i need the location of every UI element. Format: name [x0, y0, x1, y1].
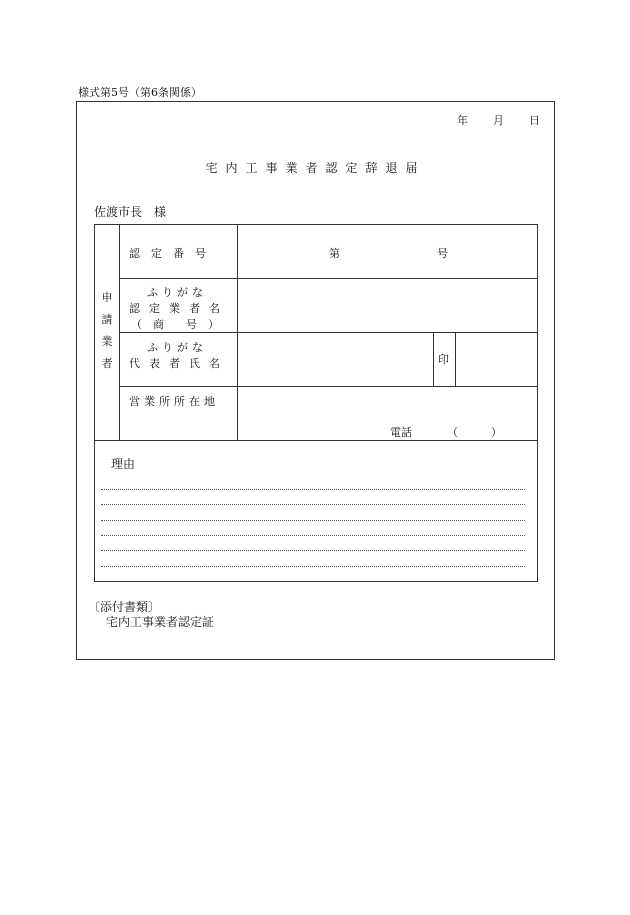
cert-number-prefix[interactable]: 第 — [329, 247, 340, 260]
rep-furigana-label: ふりがな — [147, 341, 207, 354]
company-name-field[interactable] — [245, 295, 531, 325]
applicant-char-2: 請 — [101, 313, 113, 326]
reason-line-3[interactable] — [101, 520, 525, 521]
date-day[interactable]: 日 — [529, 114, 540, 127]
applicant-char-1: 申 — [101, 291, 113, 304]
form-title: 宅内工事業者認定辞退届 — [205, 161, 426, 175]
address-label: 営業所所在地 — [129, 395, 219, 408]
applicant-label — [95, 287, 119, 375]
reason-line-6[interactable] — [101, 566, 525, 567]
seal-label: 印 — [438, 353, 449, 366]
company-trade-name-label: （ 商 号 ） — [131, 318, 219, 331]
reason-line-5[interactable] — [101, 550, 525, 551]
reason-label: 理由 — [111, 457, 136, 471]
rep-name-label: 代表者氏名 — [129, 357, 229, 370]
phone-label: 電話 — [390, 426, 412, 439]
reason-line-4[interactable] — [101, 535, 525, 536]
cert-number-label: 認 定 番 号 — [129, 247, 206, 260]
form-number-label: 様式第5号（第6条関係） — [78, 86, 202, 99]
applicant-char-3: 業 — [101, 335, 113, 348]
rep-name-field[interactable] — [245, 345, 425, 379]
phone-field[interactable]: （ ） — [447, 426, 502, 439]
attachments-heading: 〔添付書類〕 — [88, 600, 161, 614]
attachment-item: 宅内工事業者認定証 — [106, 615, 215, 629]
reason-line-2[interactable] — [101, 504, 525, 505]
reason-line-1[interactable] — [101, 489, 525, 490]
date-month[interactable]: 月 — [493, 114, 504, 127]
cert-number-suffix[interactable]: 号 — [437, 247, 448, 260]
date-year[interactable]: 年 — [457, 114, 468, 127]
address-field[interactable] — [245, 393, 531, 417]
company-furigana-label: ふりがな — [147, 286, 207, 299]
company-name-label: 認定業者名 — [129, 302, 229, 315]
applicant-char-4: 者 — [101, 357, 113, 370]
addressee: 佐渡市長 様 — [94, 205, 167, 219]
application-table — [94, 224, 538, 582]
